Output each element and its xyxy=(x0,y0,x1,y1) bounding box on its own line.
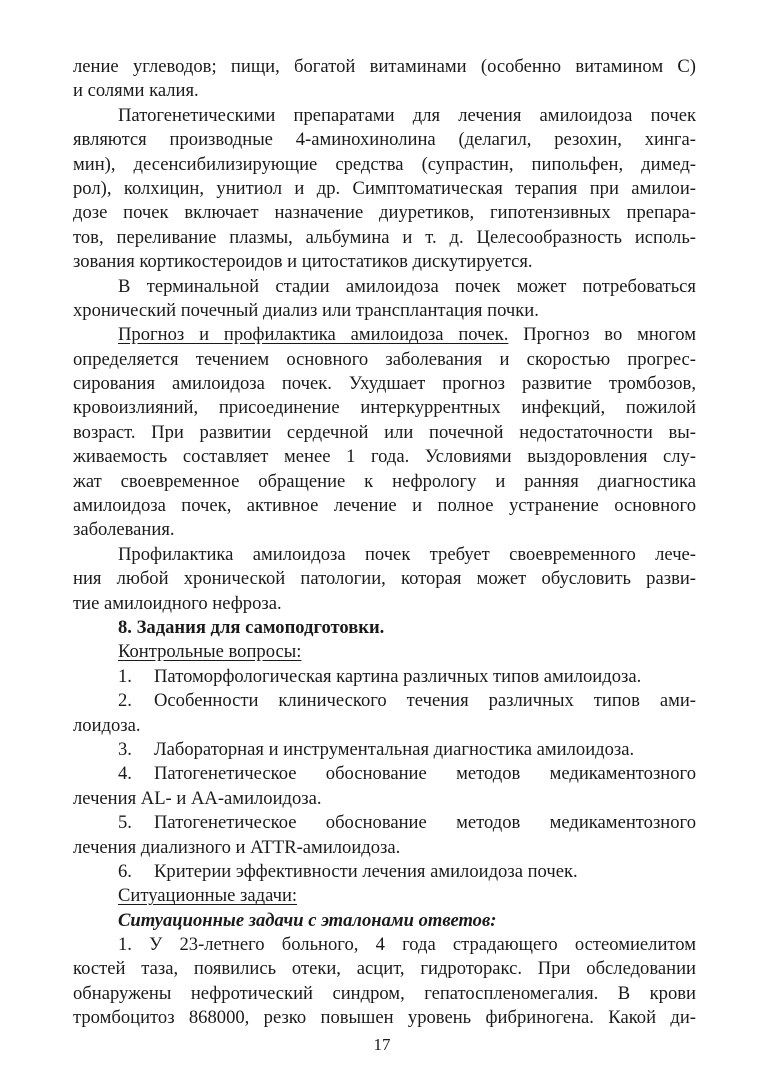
question-number: 1. xyxy=(118,665,132,687)
text-line: хронический почечный диализ или трансплантация почки. xyxy=(73,299,539,321)
control-questions-label: Контрольные вопросы: xyxy=(118,641,302,663)
prognosis-heading: Прогноз и профилактика амилоидоза почек. xyxy=(118,324,509,346)
text-line: ния любой хронической патологии, которая может обусловить разви- xyxy=(73,568,696,590)
text-line: определяется течением основного заболевания и скоростью прогрес- xyxy=(73,348,696,370)
text-line: мин), десенсибилизирующие средства (супрастин, пипольфен, димед- xyxy=(73,153,696,175)
text-line: возраст. При развитии сердечной или почечной недостаточности вы- xyxy=(73,421,696,443)
text-line: тромбоцитоз 868000, резко повышен уровень фибриногена. Какой ди- xyxy=(73,1007,696,1029)
section-title: 8. Задания для самоподготовки. xyxy=(118,616,385,638)
question-item xyxy=(73,811,696,835)
text-line: сирования амилоидоза почек. Ухудшает прогноз развитие тромбозов, xyxy=(73,373,696,395)
question-number: 3. xyxy=(118,738,132,760)
text-line: В терминальной стадии амилоидоза почек может потребоваться xyxy=(118,275,696,297)
text-line: зования кортикостероидов и цитостатиков дискутируется. xyxy=(73,251,533,273)
question-text: Лабораторная и инструментальная диагностика амилоидоза. xyxy=(154,738,635,760)
text-line: амилоидоза почек, активное лечение и полное устранение основного xyxy=(73,495,696,517)
text-line: являются производные 4-аминохинолина (делагил, резохин, хинга- xyxy=(73,129,696,151)
question-text: Патогенетическое обоснование методов медикаментозного xyxy=(154,812,696,834)
question-text-cont: лечения диализного и ATTR-амилоидоза. xyxy=(73,836,401,858)
text-line: тие амилоидного нефроза. xyxy=(73,592,282,614)
page-body xyxy=(73,55,696,1031)
question-item xyxy=(73,738,696,762)
situational-label: Ситуационные задачи: xyxy=(118,885,298,907)
situational-subtitle: Ситуационные задачи с эталонами ответов: xyxy=(118,909,497,931)
question-item xyxy=(73,665,696,689)
text-line: дозе почек включает назначение диуретиков, гипотензивных препара- xyxy=(73,202,696,224)
text-line xyxy=(73,323,696,347)
question-item xyxy=(73,762,696,786)
text-line: Профилактика амилоидоза почек требует своевременного лече- xyxy=(118,543,696,565)
question-number: 4. xyxy=(118,763,132,785)
question-text: Критерии эффективности лечения амилоидоза почек. xyxy=(154,860,578,882)
text-fragment: Прогноз во многом xyxy=(508,324,696,346)
question-number: 6. xyxy=(118,860,132,882)
question-text: Патогенетическое обоснование методов медикаментозного xyxy=(154,763,696,785)
text-line: кровоизлияний, присоединение интеркуррентных инфекций, пожилой xyxy=(73,397,696,419)
text-line: костей таза, появились отеки, асцит, гидроторакс. При обследовании xyxy=(73,958,696,980)
question-item xyxy=(73,860,696,884)
text-line: жат своевременное обращение к нефрологу и ранняя диагностика xyxy=(73,470,696,492)
text-line: живаемость составляет менее 1 года. Условиями выздоровления слу- xyxy=(73,446,696,468)
text-line: обнаружены нефротический синдром, гепатоспленомегалия. В крови xyxy=(73,982,696,1004)
question-item xyxy=(73,689,696,713)
question-text: Особенности клинического течения различных типов ами- xyxy=(154,690,696,712)
text-line: заболевания. xyxy=(73,519,175,541)
text-line: тов, переливание плазмы, альбумина и т. д. Целесообразность исполь- xyxy=(73,226,696,248)
question-text: Патоморфологическая картина различных типов амилоидоза. xyxy=(154,665,642,687)
question-text-cont: лоидоза. xyxy=(73,714,141,736)
text-line: 1. У 23-летнего больного, 4 года страдающего остеомиелитом xyxy=(118,934,696,956)
question-number: 2. xyxy=(118,690,132,712)
text-line: рол), колхицин, унитиол и др. Симптоматическая терапия при амилои- xyxy=(73,177,696,199)
text-line: и солями калия. xyxy=(73,80,199,102)
page-number: 17 xyxy=(373,1035,391,1054)
question-number: 5. xyxy=(118,812,132,834)
text-line: Патогенетическими препаратами для лечения амилоидоза почек xyxy=(118,104,696,126)
question-text-cont: лечения AL- и АА-амилоидоза. xyxy=(73,787,322,809)
text-line: ление углеводов; пищи, богатой витаминами (особенно витамином С) xyxy=(73,56,696,77)
